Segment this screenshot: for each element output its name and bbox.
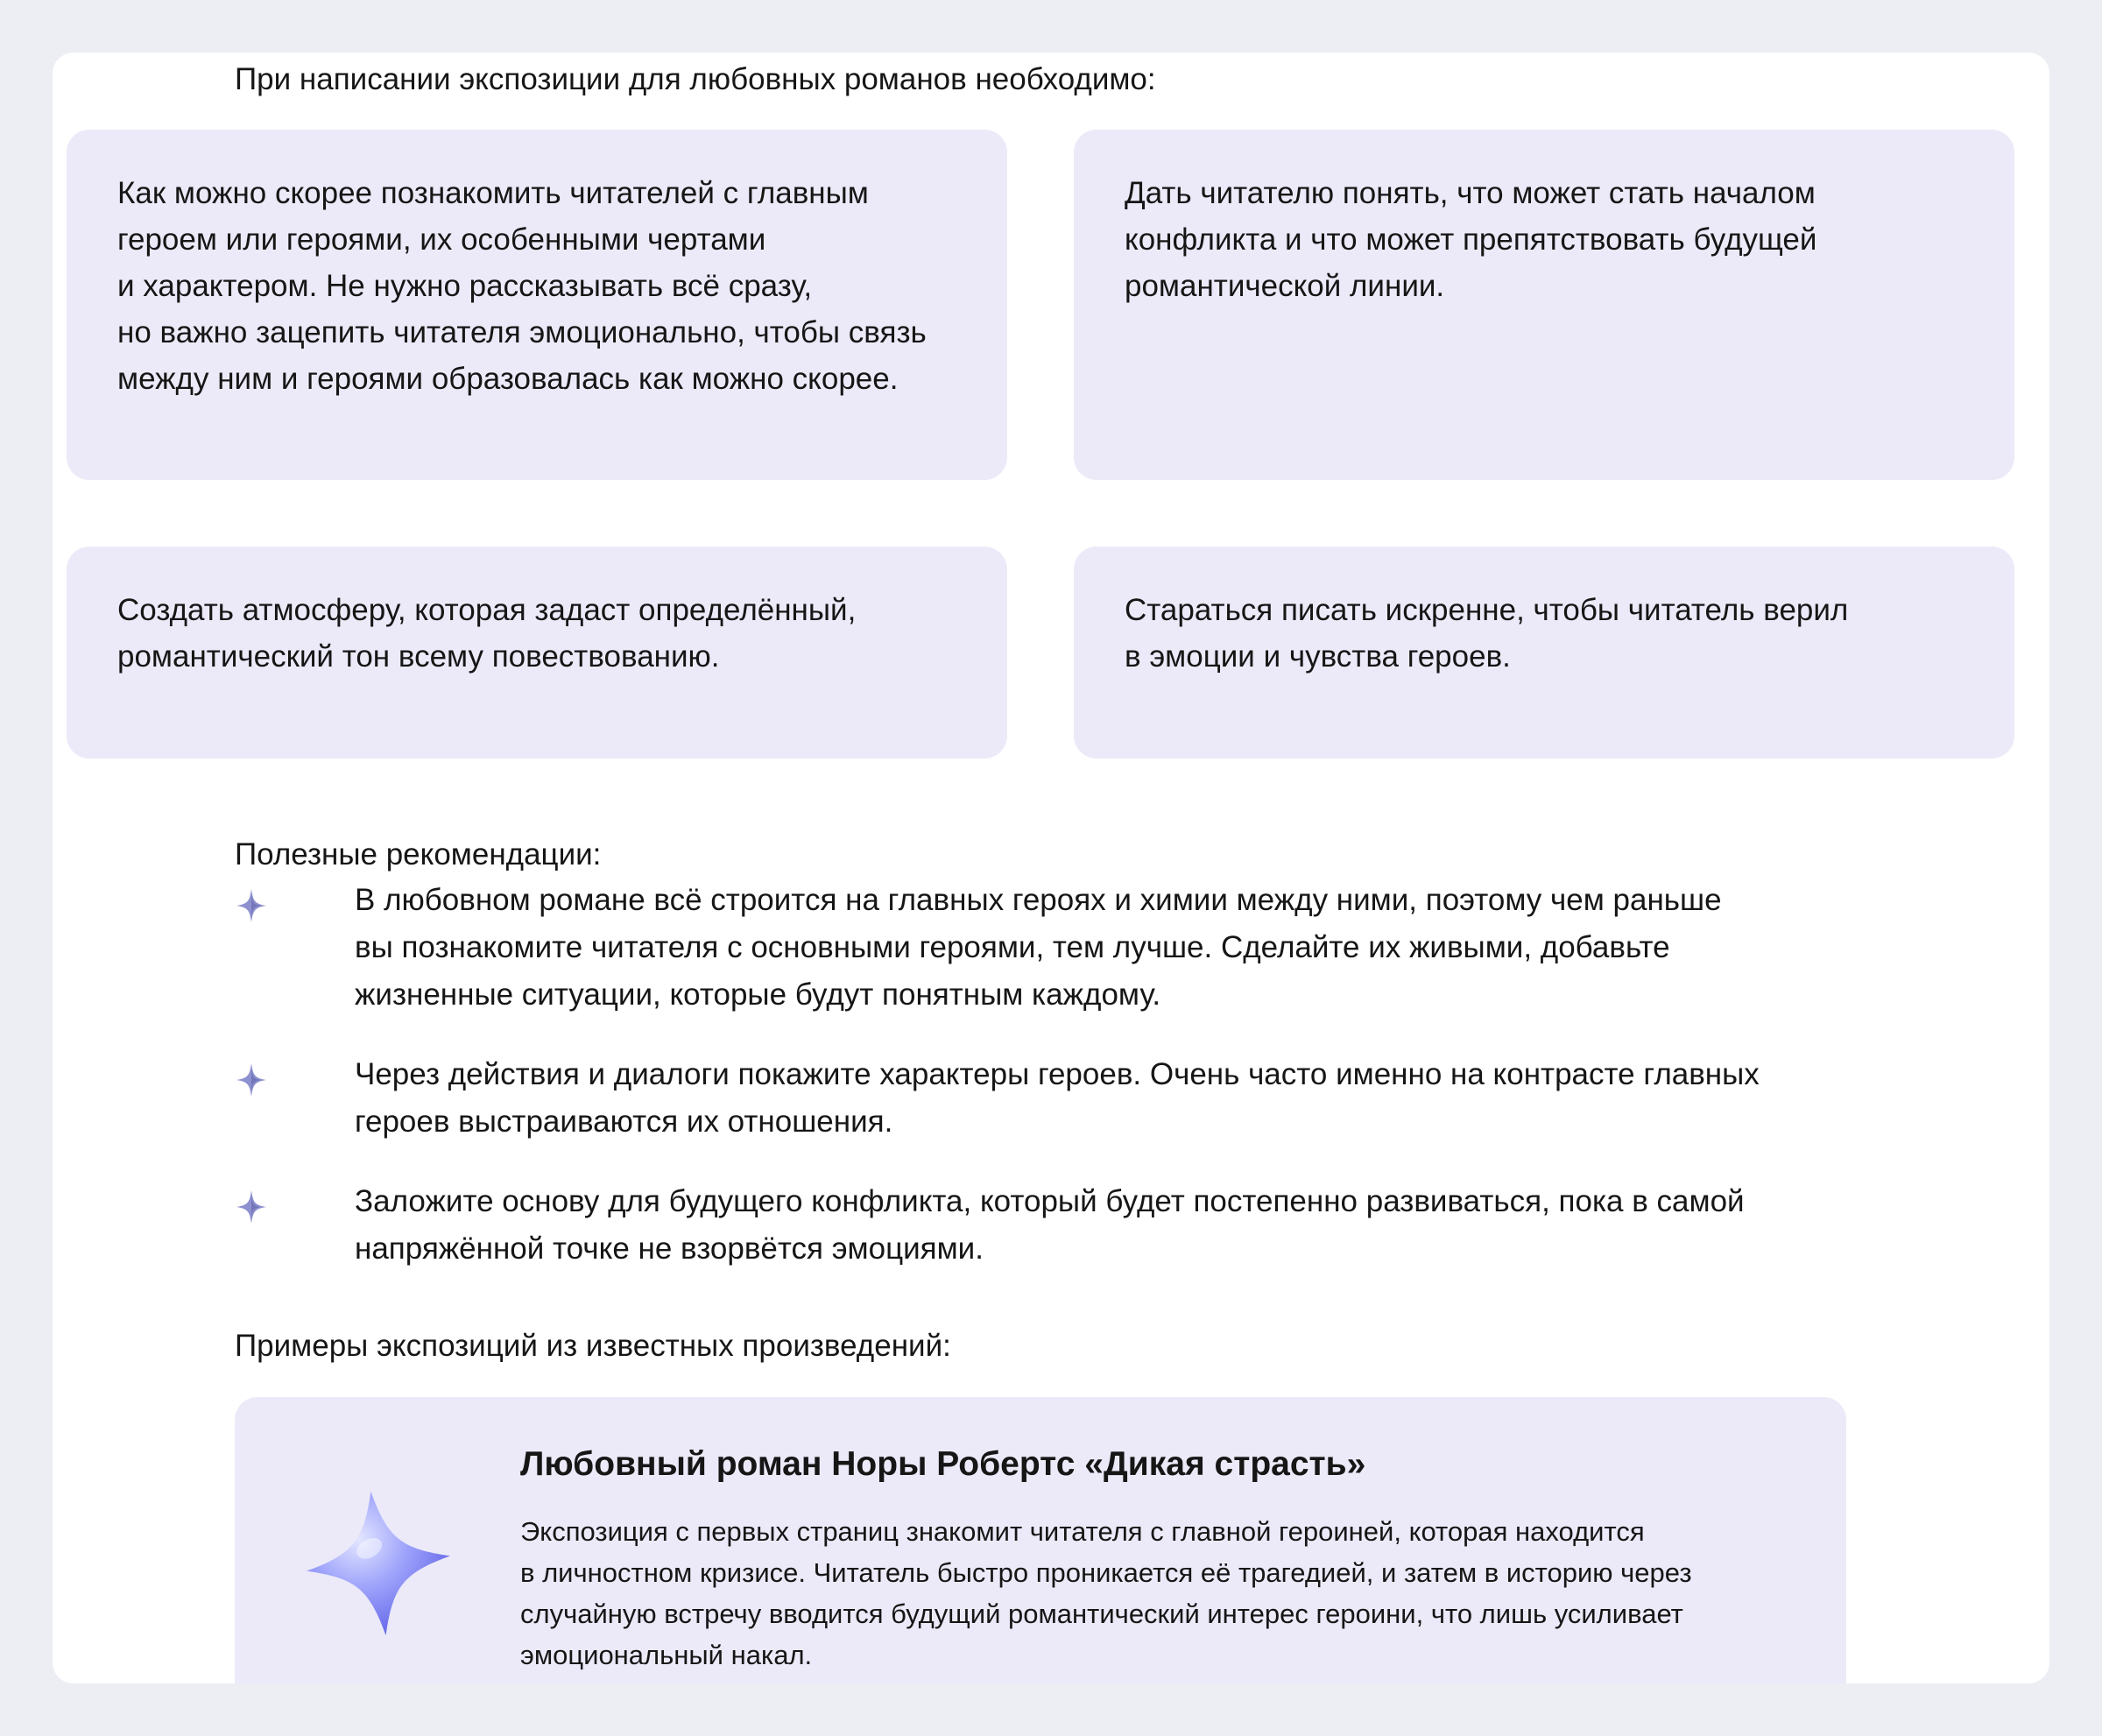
- tip-text: Через действия и диалоги покажите характеры героев. Очень часто именно на контрасте главных героев выстраиваются их отношения.: [355, 1057, 1760, 1139]
- requirement-card-text: Стараться писать искренне, чтобы читатель верил в эмоции и чувства героев.: [1125, 593, 1849, 674]
- tip-text: Заложите основу для будущего конфликта, который будет постепенно развиваться, пока в самой напряжённой точке не взорвётся эмоциями.: [355, 1184, 1745, 1266]
- intro-text: При написании экспозиции для любовных романов необходимо:: [235, 62, 1156, 96]
- requirement-card-text: Как можно скорее познакомить читателей с главным героем или героями, их особенными чертами и характером. Не нужно рассказывать всё сразу, но важно зацепить читателя эмоционально, чтобы связь между ним и героями образовалась как можно скорее.: [117, 176, 927, 396]
- example-title: Любовный роман Норы Робертс «Дикая страсть»: [520, 1445, 1366, 1483]
- content-panel: [53, 53, 2049, 1683]
- requirement-card-text: Дать читателю понять, что может стать началом конфликта и что может препятствовать будущей романтической линии.: [1125, 176, 1817, 303]
- requirement-card-text: Создать атмосферу, которая задаст определённый, романтический тон всему повествованию.: [117, 593, 857, 674]
- tips-heading: Полезные рекомендации:: [235, 837, 602, 872]
- example-card: [235, 1397, 1846, 1683]
- requirement-card: [67, 547, 1007, 759]
- requirement-card: [67, 130, 1007, 480]
- sparkle-star-3d-icon: [303, 1488, 454, 1639]
- tip-text: В любовном романе всё строится на главных героях и химии между ними, поэтому чем раньше вы познакомите читателя с основными героями, тем лучше. Сделайте их живыми, добавьте жизненные ситуации, которые будут понятным каждому.: [355, 883, 1722, 1012]
- examples-heading: Примеры экспозиций из известных произведений:: [235, 1329, 951, 1363]
- sparkle-star-icon: [235, 1189, 268, 1225]
- requirement-card: [1074, 547, 2014, 759]
- sparkle-star-icon: [235, 887, 268, 924]
- requirement-card: [1074, 130, 2014, 480]
- sparkle-star-icon: [235, 1062, 268, 1098]
- example-text: Экспозиция с первых страниц знакомит читателя с главной героиней, которая находится в личностном кризисе. Читатель быстро проникается её трагедией, и затем в историю через случайную встречу вводится будущий романтический интерес героини, что лишь усиливает эмоциональный накал.: [520, 1516, 1692, 1670]
